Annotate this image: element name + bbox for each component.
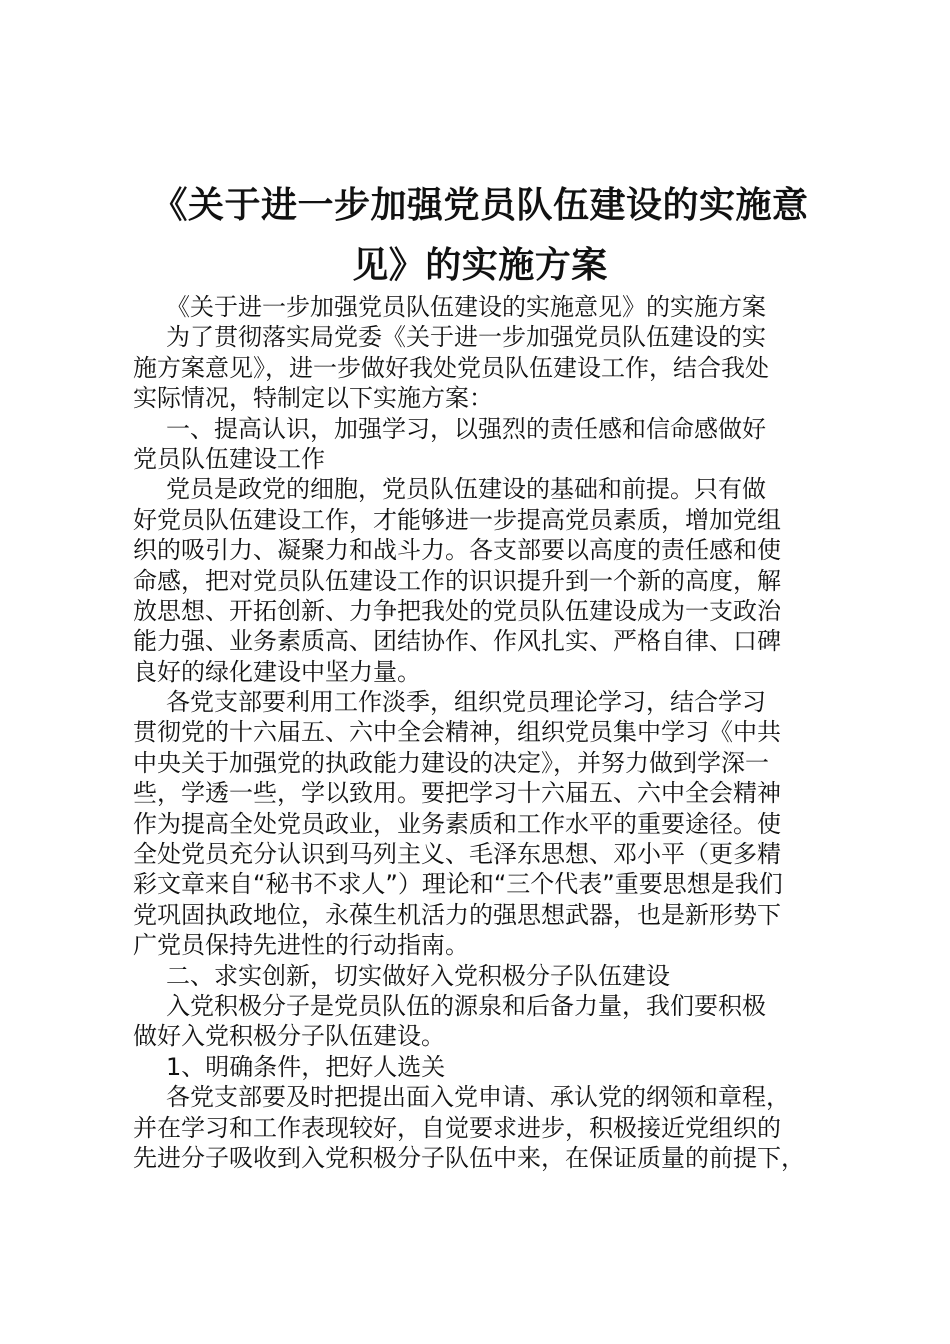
document-title-line-2: 见》的实施方案 [352,245,608,286]
body-line: 彩文章来自“秘书不求人”）理论和“三个代表”重要思想是我们 [133,870,783,899]
document-body [133,292,823,1173]
body-line: 贯彻党的十六届五、六中全会精神，组织党员集中学习《中共 [133,718,781,747]
body-line: 良好的绿化建设中坚力量。 [133,657,421,686]
body-line: 党员是政党的细胞，党员队伍建设的基础和前提。只有做 [166,475,766,504]
body-line: 1、明确条件，把好人选关 [166,1052,446,1081]
body-line: 能力强、业务素质高、团结协作、作风扎实、严格自律、口碑 [133,627,781,656]
body-line: 好党员队伍建设工作，才能够进一步提高党员素质，增加党组 [133,505,781,534]
body-line: 些，学透一些，学以致用。要把学习十六届五、六中全会精神 [133,779,781,808]
body-line: 先进分子吸收到入党积极分子队伍中来，在保证质量的前提下， [133,1143,805,1172]
body-line: 一、提高认识，加强学习，以强烈的责任感和信命感做好 [166,414,766,443]
body-line: 中央关于加强党的执政能力建设的决定》，并努力做到学深一 [133,748,769,777]
body-line: 放思想、开拓创新、力争把我处的党员队伍建设成为一支政治 [133,596,781,625]
body-line: 作为提高全处党员政业，业务素质和工作水平的重要途径。使 [133,809,781,838]
body-line: 各党支部要利用工作淡季，组织党员理论学习，结合学习 [166,688,766,717]
body-line: 施方案意见》，进一步做好我处党员队伍建设工作，结合我处 [133,353,769,382]
body-line: 为了贯彻落实局党委《关于进一步加强党员队伍建设的实 [166,323,766,352]
body-line: 二、求实创新，切实做好入党积极分子队伍建设 [166,961,670,990]
body-line: 《关于进一步加强党员队伍建设的实施意见》的实施方案 [166,293,766,321]
body-line: 全处党员充分认识到马列主义、毛泽东思想、邓小平（更多精 [133,840,781,869]
body-line: 党员队伍建设工作 [133,444,325,473]
body-line: 做好入党积极分子队伍建设。 [133,1022,445,1051]
body-line: 命感，把对党员队伍建设工作的识识提升到一个新的高度，解 [133,566,781,595]
body-line: 党巩固执政地位，永葆生机活力的强思想武器，也是新形势下 [133,900,781,929]
body-line: 入党积极分子是党员队伍的源泉和后备力量，我们要积极 [166,991,766,1020]
body-line: 广党员保持先进性的行动指南。 [133,931,469,960]
body-line: 各党支部要及时把提出面入党申请、承认党的纲领和章程， [166,1083,790,1112]
document-title-line-1: 《关于进一步加强党员队伍建设的实施意 [151,185,809,226]
body-line: 实际情况，特制定以下实施方案： [133,384,493,413]
body-line: 织的吸引力、凝聚力和战斗力。各支部要以高度的责任感和使 [133,536,781,565]
body-line: 并在学习和工作表现较好，自觉要求进步，积极接近党组织的 [133,1113,781,1142]
